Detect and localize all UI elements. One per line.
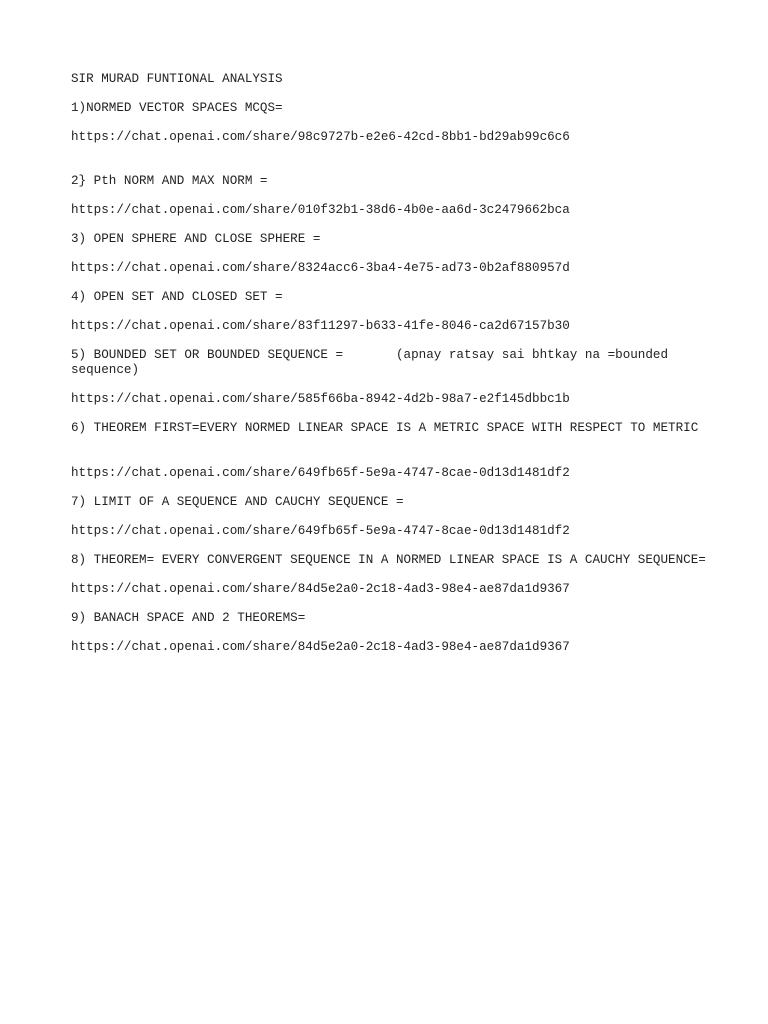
item-4-heading: 4) OPEN SET AND CLOSED SET = bbox=[71, 290, 283, 304]
item-1-link[interactable]: https://chat.openai.com/share/98c9727b-e2e6-42cd-8bb1-bd29ab99c6c6 bbox=[71, 130, 570, 144]
item-4-link[interactable]: https://chat.openai.com/share/83f11297-b633-41fe-8046-ca2d67157b30 bbox=[71, 319, 570, 333]
item-9-link[interactable]: https://chat.openai.com/share/84d5e2a0-2c18-4ad3-98e4-ae87da1d9367 bbox=[71, 640, 570, 654]
item-9-heading: 9) BANACH SPACE AND 2 THEOREMS= bbox=[71, 611, 306, 625]
item-8-heading: 8) THEOREM= EVERY CONVERGENT SEQUENCE IN A NORMED LINEAR SPACE IS A CAUCHY SEQUENCE= bbox=[71, 553, 706, 567]
document-body bbox=[71, 72, 711, 669]
item-7-link[interactable]: https://chat.openai.com/share/649fb65f-5e9a-4747-8cae-0d13d1481df2 bbox=[71, 524, 570, 538]
item-2-link[interactable]: https://chat.openai.com/share/010f32b1-38d6-4b0e-aa6d-3c2479662bca bbox=[71, 203, 570, 217]
item-5-heading: 5) BOUNDED SET OR BOUNDED SEQUENCE = (apnay ratsay sai bhtkay na =bounded sequence) bbox=[71, 348, 676, 377]
item-7-heading: 7) LIMIT OF A SEQUENCE AND CAUCHY SEQUENCE = bbox=[71, 495, 404, 509]
item-3-link[interactable]: https://chat.openai.com/share/8324acc6-3ba4-4e75-ad73-0b2af880957d bbox=[71, 261, 570, 275]
item-6-heading: 6) THEOREM FIRST=EVERY NORMED LINEAR SPACE IS A METRIC SPACE WITH RESPECT TO METRIC bbox=[71, 421, 699, 435]
item-2-heading: 2} Pth NORM AND MAX NORM = bbox=[71, 174, 268, 188]
item-8-link[interactable]: https://chat.openai.com/share/84d5e2a0-2c18-4ad3-98e4-ae87da1d9367 bbox=[71, 582, 570, 596]
item-1-heading: 1)NORMED VECTOR SPACES MCQS= bbox=[71, 101, 283, 115]
item-5-link[interactable]: https://chat.openai.com/share/585f66ba-8942-4d2b-98a7-e2f145dbbc1b bbox=[71, 392, 570, 406]
item-3-heading: 3) OPEN SPHERE AND CLOSE SPHERE = bbox=[71, 232, 321, 246]
document-title: SIR MURAD FUNTIONAL ANALYSIS bbox=[71, 72, 283, 86]
item-6-link[interactable]: https://chat.openai.com/share/649fb65f-5e9a-4747-8cae-0d13d1481df2 bbox=[71, 466, 570, 480]
